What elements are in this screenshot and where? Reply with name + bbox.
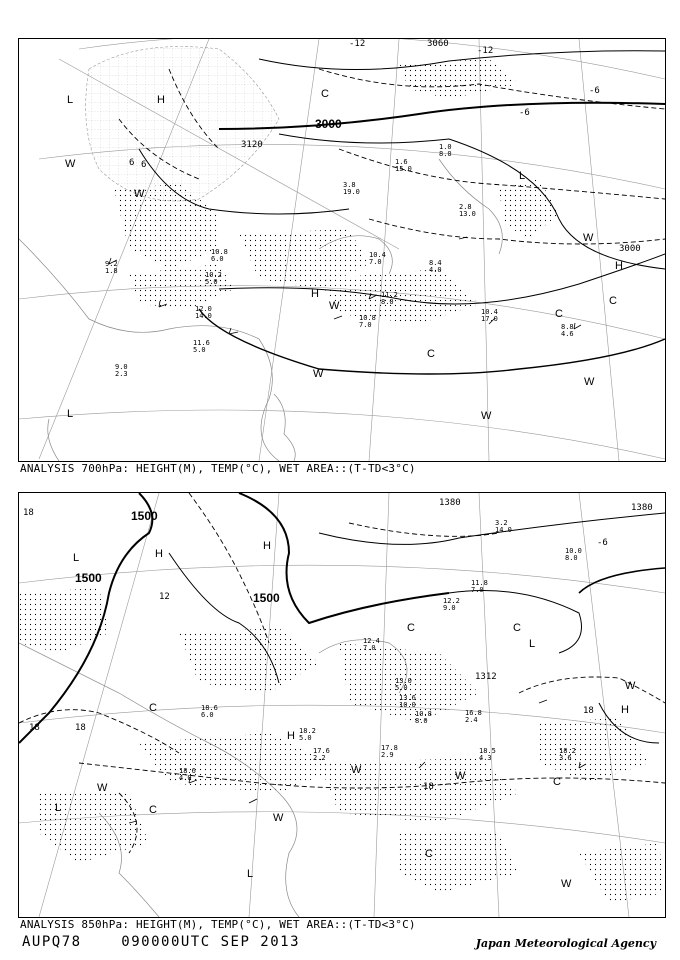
system-symbol: W [273, 812, 284, 824]
temp-label: 18 [75, 723, 86, 733]
obs-temp: 3.8 [343, 181, 356, 189]
obs-dewpoint-depression: 5.0 [205, 278, 218, 286]
temp-label: 12 [159, 592, 170, 602]
obs-temp: 12.2 [443, 597, 460, 605]
obs-dewpoint-depression: 5.0 [193, 346, 206, 354]
map-850hpa [19, 493, 665, 917]
obs-temp: 17.6 [313, 747, 330, 755]
height-label: 1500 [131, 509, 158, 523]
height-label: 1500 [253, 591, 280, 605]
obs-temp: 18.6 [179, 767, 196, 775]
cloud-region [86, 47, 279, 202]
system-symbol: L [247, 868, 254, 880]
obs-temp: 13.0 [395, 677, 412, 685]
system-symbol: C [425, 848, 433, 860]
system-symbol: W [584, 376, 595, 388]
system-symbol: C [609, 295, 617, 307]
obs-dewpoint-depression: 7.0 [369, 258, 382, 266]
system-symbol: W [481, 410, 492, 422]
obs-temp: 11.6 [193, 339, 210, 347]
system-symbol: C [513, 622, 521, 634]
temp-label: -6 [589, 86, 600, 96]
obs-temp: 1.6 [395, 158, 408, 166]
obs-temp: 16.8 [465, 709, 482, 717]
system-symbol: H [621, 704, 629, 716]
height-label: 3120 [241, 140, 263, 150]
obs-temp: 9.0 [115, 363, 128, 371]
chart-code: AUPQ78 [22, 934, 82, 950]
obs-dewpoint-depression: 19.0 [343, 188, 360, 196]
system-symbol: C [149, 702, 157, 714]
obs-dewpoint-depression: 8.0 [565, 554, 578, 562]
system-symbol: W [329, 300, 340, 312]
map-panel-850hpa [18, 492, 666, 918]
obs-dewpoint-depression: 5.0 [299, 734, 312, 742]
temp-label: 18 [29, 723, 40, 733]
obs-dewpoint-depression: 2.3 [115, 370, 128, 378]
obs-temp: 1.0 [439, 143, 452, 151]
obs-temp: 18.2 [299, 727, 316, 735]
obs-dewpoint-depression: 13.0 [459, 210, 476, 218]
obs-dewpoint-depression: 9.0 [443, 604, 456, 612]
obs-dewpoint-depression: 15.0 [395, 165, 412, 173]
temp-label: 18 [23, 508, 34, 518]
obs-dewpoint-depression: 2.4 [465, 716, 478, 724]
system-symbol: W [455, 770, 466, 782]
temp-label: -12 [349, 39, 366, 49]
obs-temp: 8.8 [561, 323, 574, 331]
obs-temp: 12.0 [195, 305, 212, 313]
temp-label: -6 [519, 108, 530, 118]
height-label: 1380 [631, 503, 653, 513]
temp-label: 18 [583, 706, 594, 716]
system-symbol: L [67, 408, 74, 420]
obs-temp: 2.8 [459, 203, 472, 211]
system-symbol: W [97, 782, 108, 794]
system-symbol: W [313, 368, 324, 380]
obs-dewpoint-depression: 4.6 [561, 330, 574, 338]
chart-identifier [22, 934, 300, 950]
obs-dewpoint-depression: 2.2 [313, 754, 326, 762]
obs-temp: 18.6 [201, 704, 218, 712]
height-label: 1312 [475, 672, 497, 682]
obs-dewpoint-depression: 8.0 [439, 150, 452, 158]
agency-name: Japan Meteorological Agency [475, 937, 656, 950]
obs-temp: 9.2 [105, 260, 118, 268]
obs-dewpoint-depression: 6.0 [211, 255, 224, 263]
temp-label: 6 [141, 160, 147, 170]
obs-temp: 8.4 [429, 259, 442, 267]
system-symbol: H [615, 260, 623, 272]
obs-dewpoint-depression: 6.0 [201, 711, 214, 719]
obs-dewpoint-depression: 5.0 [395, 684, 408, 692]
obs-dewpoint-depression: 10.0 [399, 701, 416, 709]
system-symbol: W [561, 878, 572, 890]
obs-temp: 18.5 [479, 747, 496, 755]
obs-temp: 10.2 [205, 271, 222, 279]
obs-dewpoint-depression: 4.0 [429, 266, 442, 274]
obs-temp: 3.2 [495, 519, 508, 527]
obs-dewpoint-depression: 17.0 [481, 315, 498, 323]
obs-temp: 10.8 [211, 248, 228, 256]
obs-dewpoint-depression: 4.0 [179, 774, 192, 782]
obs-dewpoint-depression: 7.0 [359, 321, 372, 329]
system-symbol: W [583, 232, 594, 244]
obs-dewpoint-depression: 8.0 [381, 298, 394, 306]
system-symbol: C [407, 622, 415, 634]
obs-temp: 10.0 [565, 547, 582, 555]
height-label: 1500 [75, 571, 102, 585]
obs-temp: 17.8 [381, 744, 398, 752]
system-symbol: H [157, 94, 165, 106]
system-symbol: W [625, 680, 636, 692]
obs-temp: 13.6 [399, 694, 416, 702]
system-symbol: W [134, 188, 145, 200]
system-symbol: L [55, 802, 62, 814]
obs-dewpoint-depression: 2.9 [381, 751, 394, 759]
system-symbol: L [529, 638, 536, 650]
system-symbol: C [149, 804, 157, 816]
obs-temp: 11.8 [471, 579, 488, 587]
caption-850hpa: ANALYSIS 850hPa: HEIGHT(M), TEMP(°C), WET AREA::(T-TD<3°C) [20, 918, 416, 931]
system-symbol: W [65, 158, 76, 170]
system-symbol: W [351, 764, 362, 776]
caption-700hpa: ANALYSIS 700hPa: HEIGHT(M), TEMP(°C), WET AREA::(T-TD<3°C) [20, 462, 416, 475]
obs-dewpoint-depression: 8.0 [415, 717, 428, 725]
map-700hpa [19, 39, 665, 461]
obs-temp: 12.4 [363, 637, 380, 645]
obs-dewpoint-depression: 1.8 [105, 267, 118, 275]
system-symbol: L [519, 170, 526, 182]
system-symbol: C [321, 88, 329, 100]
chart-timestamp: 090000UTC SEP 2013 [121, 934, 301, 950]
height-label: 3060 [427, 39, 449, 49]
system-symbol: H [311, 288, 319, 300]
system-symbol: C [553, 776, 561, 788]
height-label: 3000 [315, 117, 342, 131]
obs-dewpoint-depression: 7.0 [471, 586, 484, 594]
temp-label: -6 [597, 538, 608, 548]
obs-temp: 11.2 [381, 291, 398, 299]
height-label: 3000 [619, 244, 641, 254]
height-label: 1380 [439, 498, 461, 508]
system-symbol: C [555, 308, 563, 320]
obs-temp: 10.8 [359, 314, 376, 322]
obs-temp: 10.4 [481, 308, 498, 316]
system-symbol: L [73, 552, 80, 564]
system-symbol: L [67, 94, 74, 106]
obs-dewpoint-depression: 7.0 [363, 644, 376, 652]
temp-label: 6 [129, 158, 135, 168]
obs-temp: 18.2 [559, 747, 576, 755]
obs-dewpoint-depression: 3.6 [559, 754, 572, 762]
system-symbol: H [287, 730, 295, 742]
system-symbol: C [427, 348, 435, 360]
wet-areas [19, 588, 665, 903]
obs-dewpoint-depression: 14.0 [495, 526, 512, 534]
map-panel-700hpa [18, 38, 666, 462]
temp-label: 18 [423, 782, 434, 792]
obs-dewpoint-depression: 14.0 [195, 312, 212, 320]
obs-temp: 10.8 [415, 710, 432, 718]
obs-dewpoint-depression: 4.3 [479, 754, 492, 762]
system-symbol: H [155, 548, 163, 560]
temp-label: -12 [477, 46, 494, 56]
obs-temp: 10.4 [369, 251, 386, 259]
system-symbol: H [263, 540, 271, 552]
